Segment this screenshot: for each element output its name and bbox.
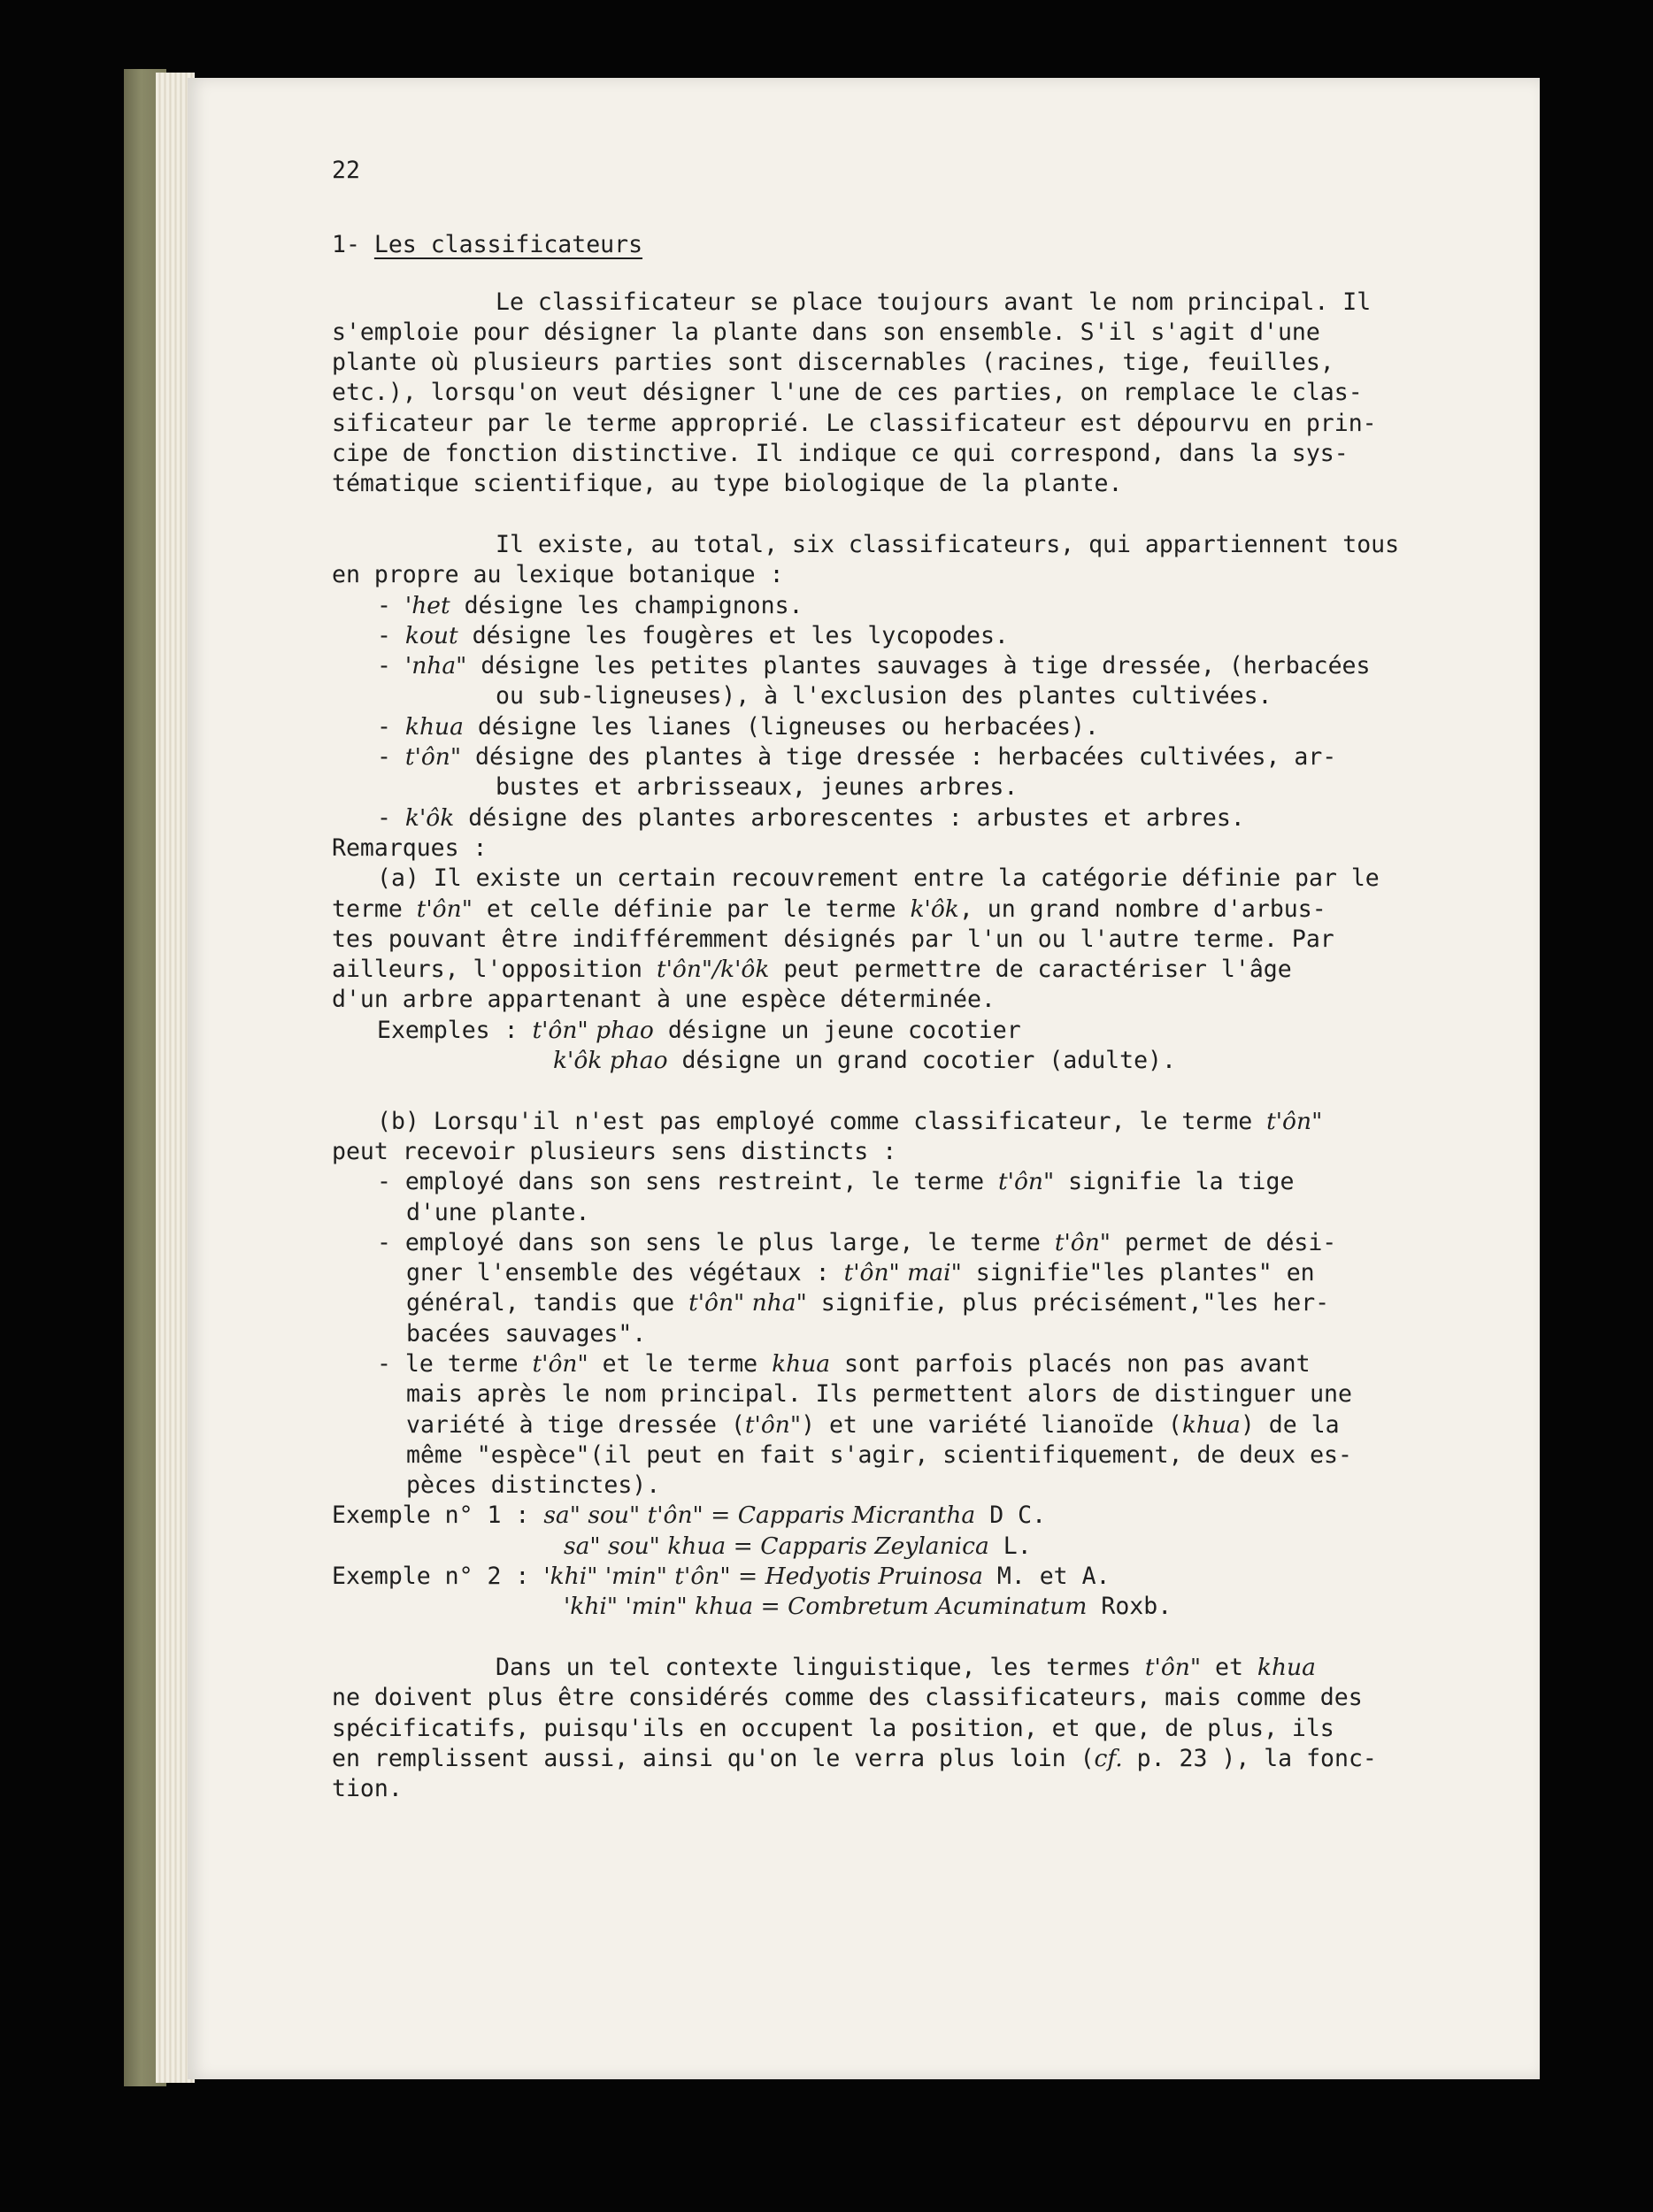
document-page bbox=[188, 78, 1540, 2079]
remark-b-item-cont: même "espèce"(il peut en fait s'agir, scientifiquement, de deux es- bbox=[406, 1440, 1352, 1469]
exemple-1: Exemple n° 1 : sa" sou" t'ôn" = Capparis Micrantha D C. bbox=[332, 1502, 1047, 1530]
heading-title: Les classificateurs bbox=[373, 231, 643, 259]
remark-a-line: ailleurs, l'opposition t'ôn"/k'ôk peut permettre de caractériser l'âge bbox=[332, 956, 1292, 984]
remark-a-line: d'un arbre appartenant à une espèce déterminée. bbox=[332, 986, 996, 1014]
exemple-2: Exemple n° 2 : 'khi" 'min" t'ôn" = Hedyotis Pruinosa M. et A. bbox=[332, 1563, 1111, 1591]
example-line: Exemples : t'ôn" phao désigne un jeune cocotier bbox=[377, 1016, 1021, 1044]
classifier-item: - 'nha" désigne les petites plantes sauvages à tige dressée, (herbacées bbox=[377, 652, 1371, 680]
final-line: Dans un tel contexte linguistique, les termes t'ôn" et khua bbox=[496, 1653, 1316, 1681]
remark-b-item-cont: pèces distinctes). bbox=[406, 1471, 661, 1500]
remark-b-line: peut recevoir plusieurs sens distincts : bbox=[332, 1137, 897, 1165]
classifier-def: désigne les champignons. bbox=[464, 591, 803, 619]
remark-a-line: terme t'ôn" et celle définie par le terme k'ôk, un grand nombre d'arbus- bbox=[332, 895, 1326, 923]
classifier-def: désigne des plantes à tige dressée : herbacées cultivées, ar- bbox=[475, 743, 1337, 772]
p2-line: Il existe, au total, six classificateurs, qui appartiennent tous bbox=[496, 530, 1400, 558]
p1-line: s'emploie pour désigner la plante dans son ensemble. S'il s'agit d'une bbox=[332, 318, 1320, 346]
remarques-label: Remarques : bbox=[332, 833, 488, 862]
exemple-2-b: 'khi" 'min" khua = Combretum Acuminatum Roxb. bbox=[564, 1593, 1172, 1621]
p1-line: etc.), lorsqu'on veut désigner l'une de ces parties, on remplace le clas- bbox=[332, 379, 1363, 407]
remark-b-item-cont: variété à tige dressée (t'ôn") et une variété lianoïde (khua) de la bbox=[406, 1410, 1340, 1439]
example-line: k'ôk phao désigne un grand cocotier (adulte). bbox=[553, 1047, 1176, 1075]
classifier-term: 'het bbox=[404, 591, 450, 619]
classifier-item: - k'ôk désigne des plantes arborescentes : arbustes et arbres. bbox=[377, 803, 1245, 832]
final-line: spécificatifs, puisqu'ils en occupent la position, et que, de plus, ils bbox=[332, 1714, 1334, 1742]
final-line: tion. bbox=[332, 1775, 403, 1803]
final-line: en remplissent aussi, ainsi qu'on le verra plus loin (cf. p. 23 ), la fonc- bbox=[332, 1744, 1377, 1772]
exemple-1-b: sa" sou" khua = Capparis Zeylanica L. bbox=[564, 1532, 1032, 1560]
section-heading bbox=[332, 230, 1482, 260]
classifier-item: - 'het désigne les champignons. bbox=[377, 591, 803, 619]
page-number: 22 bbox=[332, 157, 360, 184]
p2-line: en propre au lexique botanique : bbox=[332, 561, 784, 589]
classifier-def: désigne des plantes arborescentes : arbustes et arbres. bbox=[468, 803, 1245, 832]
paragraph-gap bbox=[332, 1076, 1482, 1106]
classifier-term: k'ôk bbox=[404, 803, 455, 832]
remark-b-item: - le terme t'ôn" et le terme khua sont parfois placés non pas avant bbox=[377, 1349, 1311, 1378]
classifier-term: kout bbox=[404, 621, 458, 649]
final-line: ne doivent plus être considérés comme des classificateurs, mais comme des bbox=[332, 1684, 1363, 1712]
remark-b-item-cont: général, tandis que t'ôn" nha" signifie, plus précisément,"les her- bbox=[406, 1289, 1330, 1317]
remark-b-item-cont: gner l'ensemble des végétaux : t'ôn" mai" signifie"les plantes" en bbox=[406, 1259, 1315, 1287]
classifier-def: désigne les lianes (ligneuses ou herbacées). bbox=[477, 712, 1099, 741]
p1-line: cipe de fonction distinctive. Il indique ce qui correspond, dans la sys- bbox=[332, 440, 1349, 468]
page-text bbox=[332, 156, 1482, 1804]
classifier-item: - kout désigne les fougères et les lycopodes. bbox=[377, 621, 1009, 649]
paragraph-gap bbox=[332, 500, 1482, 530]
remark-a-line: (a) Il existe un certain recouvrement entre la catégorie définie par le bbox=[377, 864, 1380, 893]
classifier-def: désigne les petites plantes sauvages à tige dressée, (herbacées bbox=[481, 652, 1371, 680]
classifier-def-cont: bustes et arbrisseaux, jeunes arbres. bbox=[496, 773, 1019, 802]
classifier-item: - t'ôn" désigne des plantes à tige dressée : herbacées cultivées, ar- bbox=[377, 743, 1337, 772]
remark-b-line: (b) Lorsqu'il n'est pas employé comme classificateur, le terme t'ôn" bbox=[377, 1107, 1323, 1135]
classifier-item: - khua désigne les lianes (ligneuses ou herbacées). bbox=[377, 712, 1099, 741]
heading-number: 1- bbox=[332, 231, 360, 259]
remark-b-item-cont: mais après le nom principal. Ils permettent alors de distinguer une bbox=[406, 1380, 1352, 1409]
classifier-def: désigne les fougères et les lycopodes. bbox=[472, 621, 1009, 649]
classifier-term: t'ôn" bbox=[404, 743, 462, 772]
remark-a-line: tes pouvant être indifféremment désignés par l'un ou l'autre terme. Par bbox=[332, 925, 1334, 953]
remark-b-item: - employé dans son sens le plus large, le terme t'ôn" permet de dési- bbox=[377, 1228, 1337, 1256]
classifier-def-cont: ou sub-ligneuses), à l'exclusion des plantes cultivées. bbox=[496, 682, 1272, 710]
paragraph-gap bbox=[332, 1623, 1482, 1653]
remark-b-item-cont: d'une plante. bbox=[406, 1198, 590, 1226]
p1-line: Le classificateur se place toujours avant le nom principal. Il bbox=[496, 288, 1372, 316]
p1-line: tématique scientifique, au type biologique de la plante. bbox=[332, 470, 1123, 498]
classifier-term: 'nha" bbox=[404, 652, 467, 680]
p1-line: sificateur par le terme approprié. Le classificateur est dépourvu en prin- bbox=[332, 409, 1377, 437]
p1-line: plante où plusieurs parties sont discernables (racines, tige, feuilles, bbox=[332, 349, 1334, 377]
remark-b-item-cont: bacées sauvages". bbox=[406, 1319, 647, 1348]
classifier-term: khua bbox=[404, 712, 464, 741]
remark-b-item: - employé dans son sens restreint, le terme t'ôn" signifie la tige bbox=[377, 1168, 1295, 1196]
